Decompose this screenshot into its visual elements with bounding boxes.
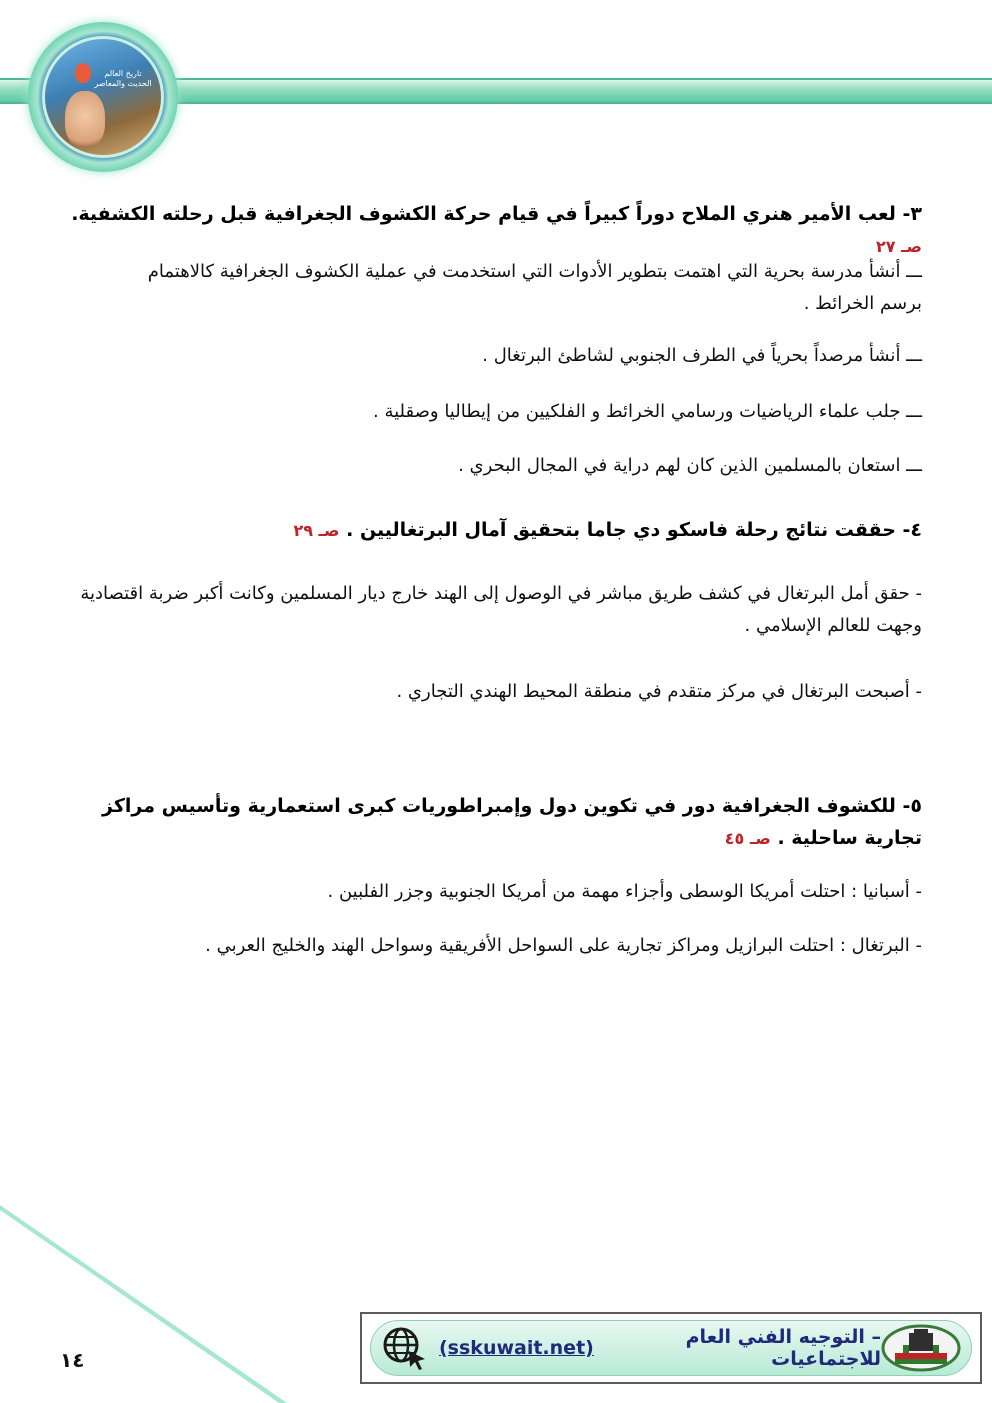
- question-3-ref: صـ ٢٧: [875, 237, 922, 256]
- question-5-title: [70, 790, 922, 855]
- q3-point-4: ـــ استعان بالمسلمين الذين كان لهم دراية في المجال البحري .: [458, 455, 922, 476]
- ministry-emblem-icon: [881, 1323, 961, 1373]
- question-4-text: ٤- حققت نتائج رحلة فاسكو دي جاما بتحقيق آمال البرتغاليين .: [346, 519, 922, 541]
- logo-line1: تاريخ العالم: [104, 69, 142, 78]
- question-5-ref: صـ ٤٥: [724, 829, 771, 848]
- footer-label: – التوجيه الفني العام للاجتماعيات: [685, 1326, 881, 1370]
- q5-point-1: - أسبانيا : احتلت أمريكا الوسطى وأجزاء مهمة من أمريكا الجنوبية وجزر الفلبين .: [327, 881, 922, 902]
- q4-point-2: - أصبحت البرتغال في مركز متقدم في منطقة المحيط الهندي التجاري .: [396, 681, 922, 702]
- q3-point-3: ـــ جلب علماء الرياضيات ورسامي الخرائط و الفلكيين من إيطاليا وصقلية .: [373, 401, 922, 422]
- logo-caption: [93, 69, 153, 89]
- globe-cursor-icon: [381, 1324, 427, 1372]
- balloon-icon: [75, 63, 91, 83]
- question-5-text: ٥- للكشوف الجغرافية دور في تكوين دول وإمبراطوريات كبرى استعمارية وتأسيس مراكز تجارية ساحلية .: [102, 795, 922, 849]
- q3-point-1: ـــ أنشأ مدرسة بحرية التي اهتمت بتطوير الأدوات التي استخدمت في عملية الكشوف الجغرافية كالاهتمام برسم الخرائط .: [147, 261, 922, 314]
- question-4-title: [70, 514, 922, 547]
- q4-point-1: - حقق أمل البرتغال في كشف طريق مباشر في الوصول إلى الهند خارج ديار المسلمين وكانت أكبر ضربة اقتصادية وجهت للعالم الإسلامي .: [80, 583, 922, 636]
- question-3-text: ٣- لعب الأمير هنري الملاح دوراً كبيراً في قيام حركة الكشوف الجغرافية قبل رحلته الكشفية.: [71, 203, 922, 225]
- portrait-icon: [65, 91, 105, 147]
- q5-point-2: - البرتغال : احتلت البرازيل ومراكز تجارية على السواحل الأفريقية وسواحل الهند والخليج العربي .: [205, 935, 922, 956]
- footer-banner-inner: [370, 1320, 972, 1376]
- question-4-ref: صـ ٢٩: [293, 521, 340, 540]
- corner-decoration-mask: [0, 1210, 282, 1403]
- footer-banner: [360, 1312, 982, 1384]
- logo-line2: الحديث والمعاصر: [94, 79, 152, 88]
- book-logo: [28, 22, 178, 172]
- page-number: ١٤: [60, 1348, 85, 1372]
- footer-site-link[interactable]: (sskuwait.net): [439, 1337, 594, 1359]
- question-3-title: [70, 198, 922, 263]
- q3-point-2: ـــ أنشأ مرصداً بحرياً في الطرف الجنوبي لشاطئ البرتغال .: [482, 345, 922, 366]
- logo-picture: [42, 36, 164, 158]
